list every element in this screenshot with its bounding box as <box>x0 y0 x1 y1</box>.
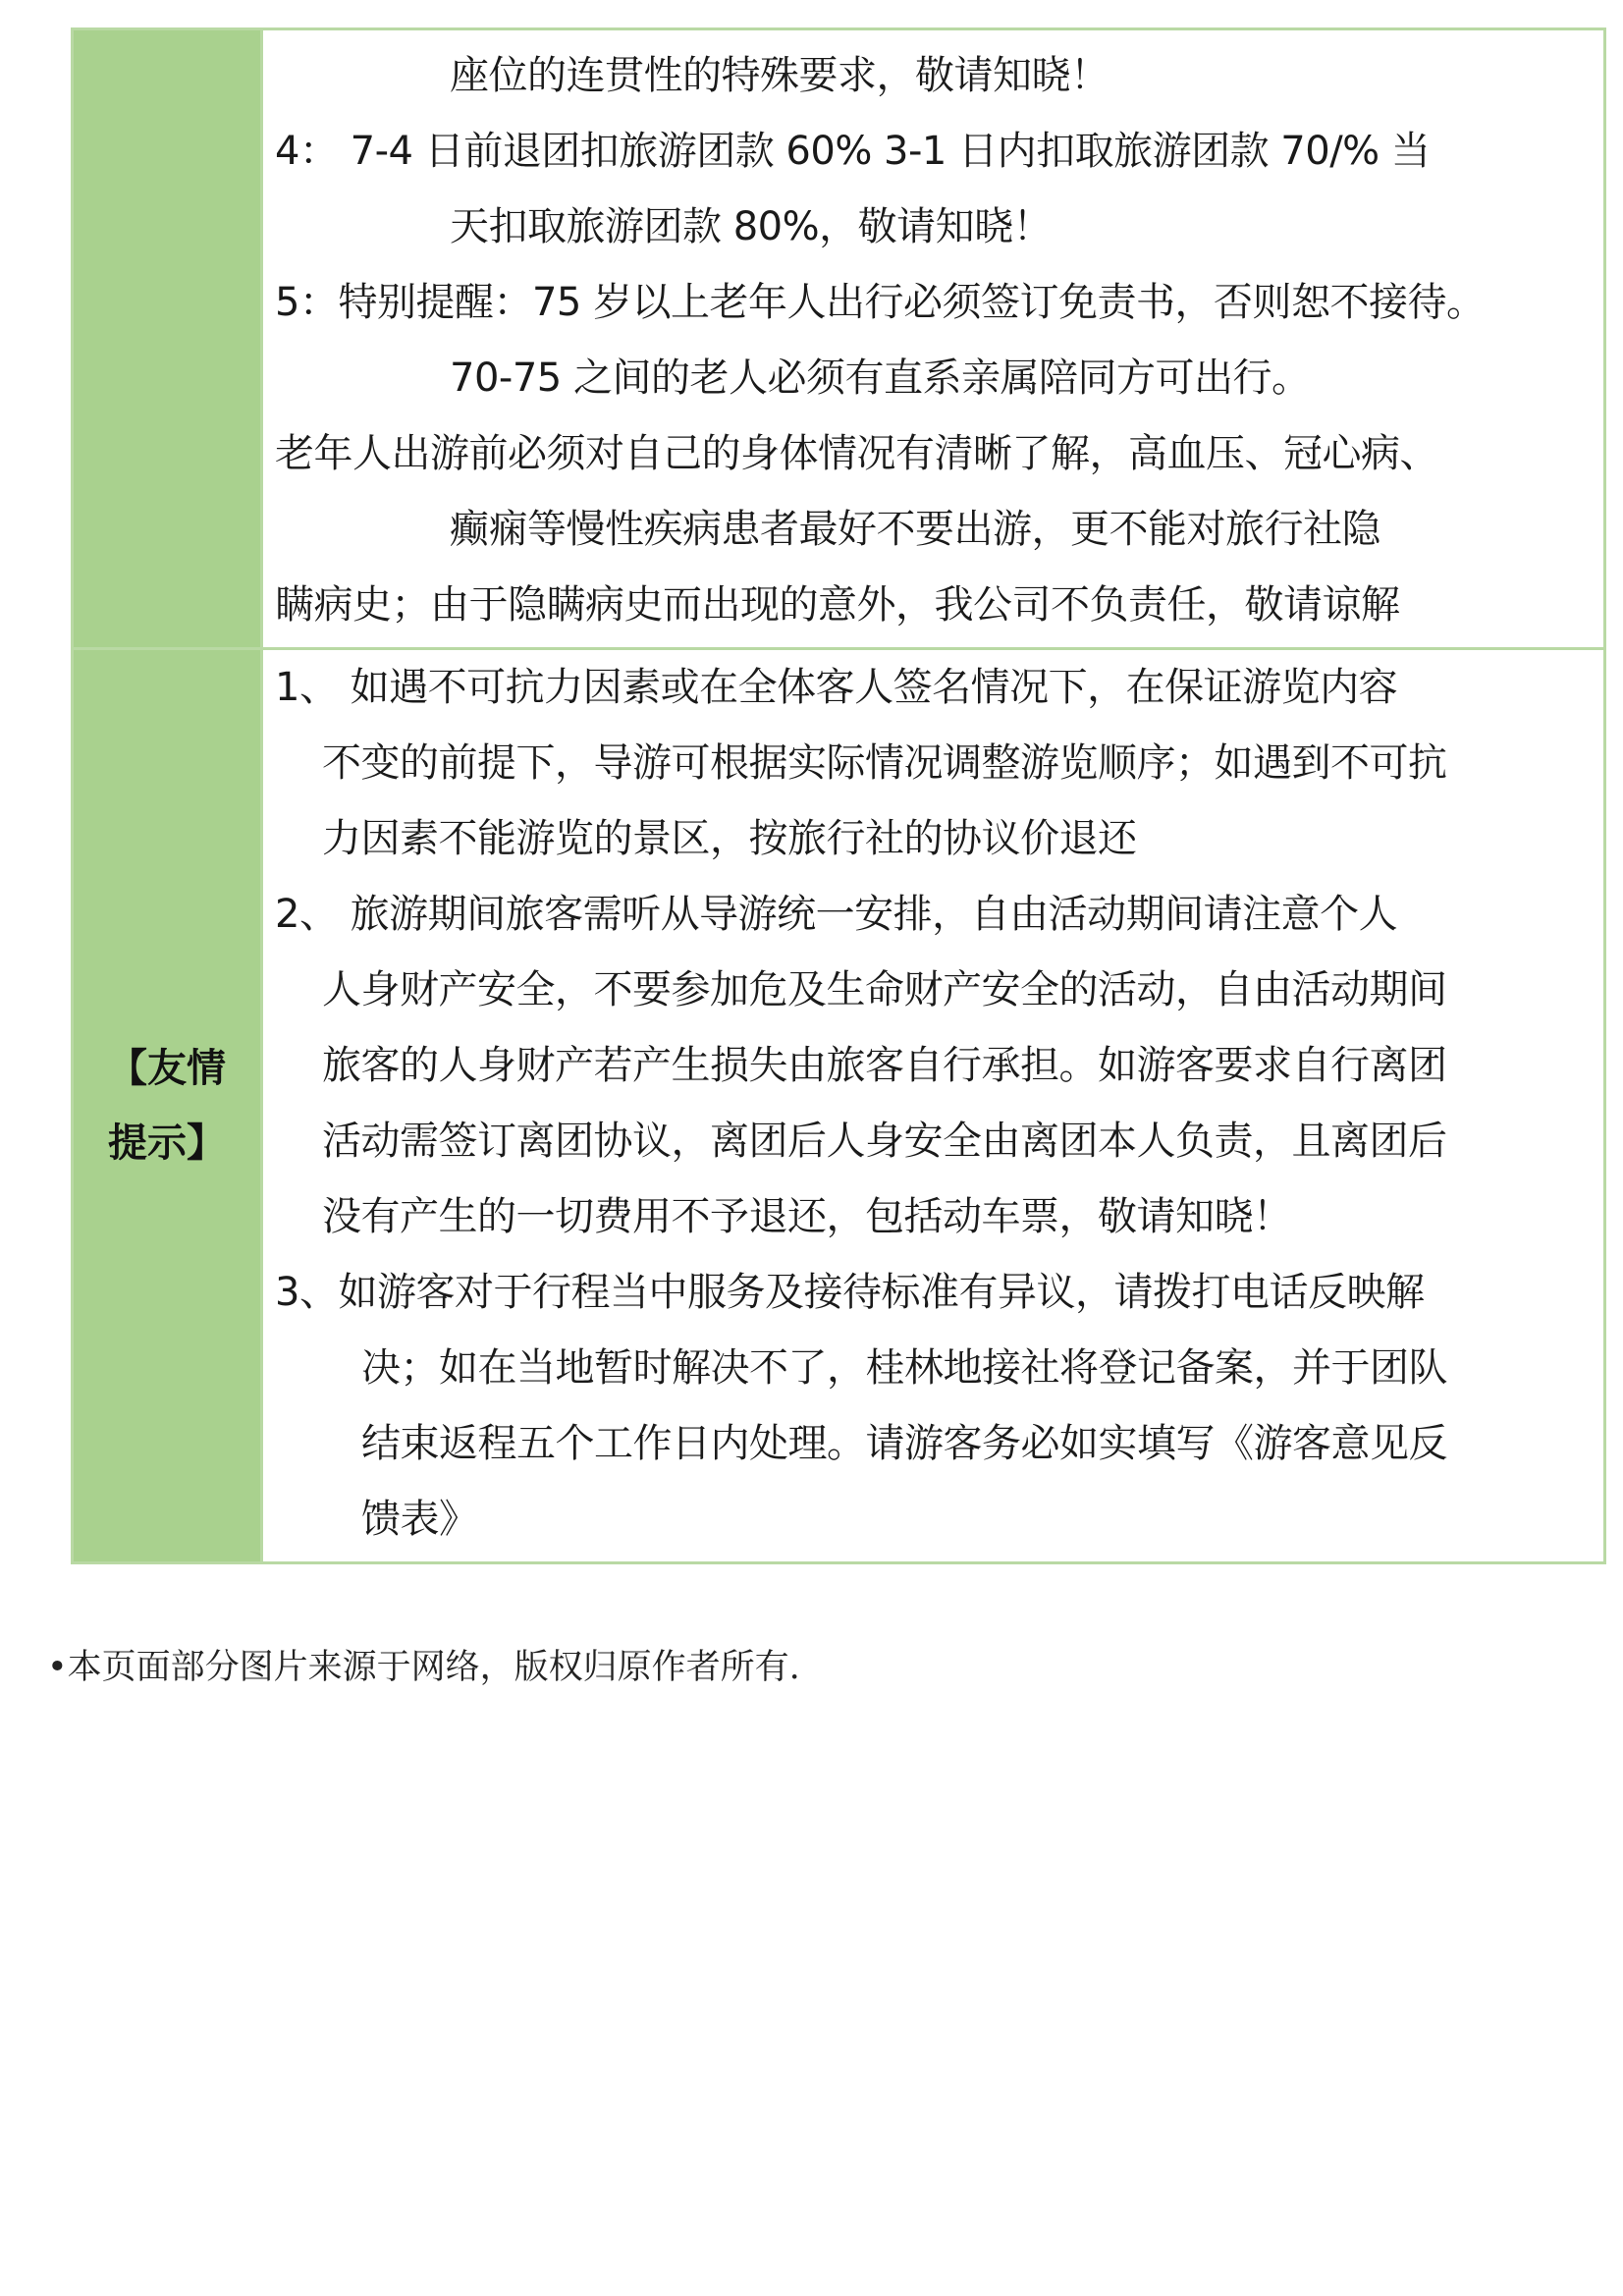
tip-line: 3、如游客对于行程当中服务及接待标准有异议，请拨打电话反映解 <box>275 1270 1425 1315</box>
notice-line: 座位的连贯性的特殊要求，敬请知晓！ <box>450 53 1109 98</box>
notice-line: 瞒病史；由于隐瞒病史而出现的意外，我公司不负责任，敬请谅解 <box>275 582 1400 628</box>
notice-line: 4： 7-4 日前退团扣旅游团款 60% 3-1 日内扣取旅游团款 70/% 当 <box>275 129 1431 174</box>
tip-line: 人身财产安全，不要参加危及生命财产安全的活动，自由活动期间 <box>322 967 1447 1012</box>
tip-line: 活动需签订离团协议，离团后人身安全由离团本人负责，且离团后 <box>322 1119 1447 1164</box>
row-content-cell <box>262 649 1605 1563</box>
table-row-friendly-tips <box>73 649 1605 1563</box>
tip-line: 没有产生的一切费用不予退还，包括动车票，敬请知晓！ <box>322 1194 1292 1239</box>
notice-line: 5：特别提醒：75 岁以上老年人出行必须签订免责书，否则恕不接待。 <box>275 280 1486 325</box>
row-label-line: 提示】 <box>108 1121 226 1166</box>
notice-line: 天扣取旅游团款 80%，敬请知晓！ <box>450 204 1053 249</box>
tip-line: 1、 如遇不可抗力因素或在全体客人签名情况下，在保证游览内容 <box>275 665 1398 710</box>
notice-line: 老年人出游前必须对自己的身体情况有清晰了解，高血压、冠心病、 <box>275 431 1438 476</box>
tip-line: 旅客的人身财产若产生损失由旅客自行承担。如游客要求自行离团 <box>322 1043 1447 1088</box>
tip-line: 力因素不能游览的景区，按旅行社的协议价退还 <box>322 816 1137 861</box>
tip-line: 决；如在当地暂时解决不了，桂林地接社将登记备案，并于团队 <box>361 1345 1447 1391</box>
itinerary-notes-table <box>71 27 1606 1564</box>
tip-line: 不变的前提下，导游可根据实际情况调整游览顺序；如遇到不可抗 <box>322 740 1447 786</box>
row-label-cell <box>73 649 262 1563</box>
row-content-cell <box>262 29 1605 649</box>
row-label-line: 【友情 <box>108 1046 226 1091</box>
tip-line: 结束返程五个工作日内处理。请游客务必如实填写《游客意见反 <box>361 1421 1447 1466</box>
notice-line: 70-75 之间的老人必须有直系亲属陪同方可出行。 <box>450 355 1311 401</box>
tip-line: 2、 旅游期间旅客需听从导游统一安排，自由活动期间请注意个人 <box>275 892 1398 937</box>
notice-line: 癫痫等慢性疾病患者最好不要出游，更不能对旅行社隐 <box>450 507 1380 552</box>
tip-line: 馈表》 <box>361 1497 478 1542</box>
table-row-notice <box>73 29 1605 649</box>
copyright-footnote: •本页面部分图片来源于网络，版权归原作者所有. <box>47 1648 800 1687</box>
row-label-cell <box>73 29 262 649</box>
